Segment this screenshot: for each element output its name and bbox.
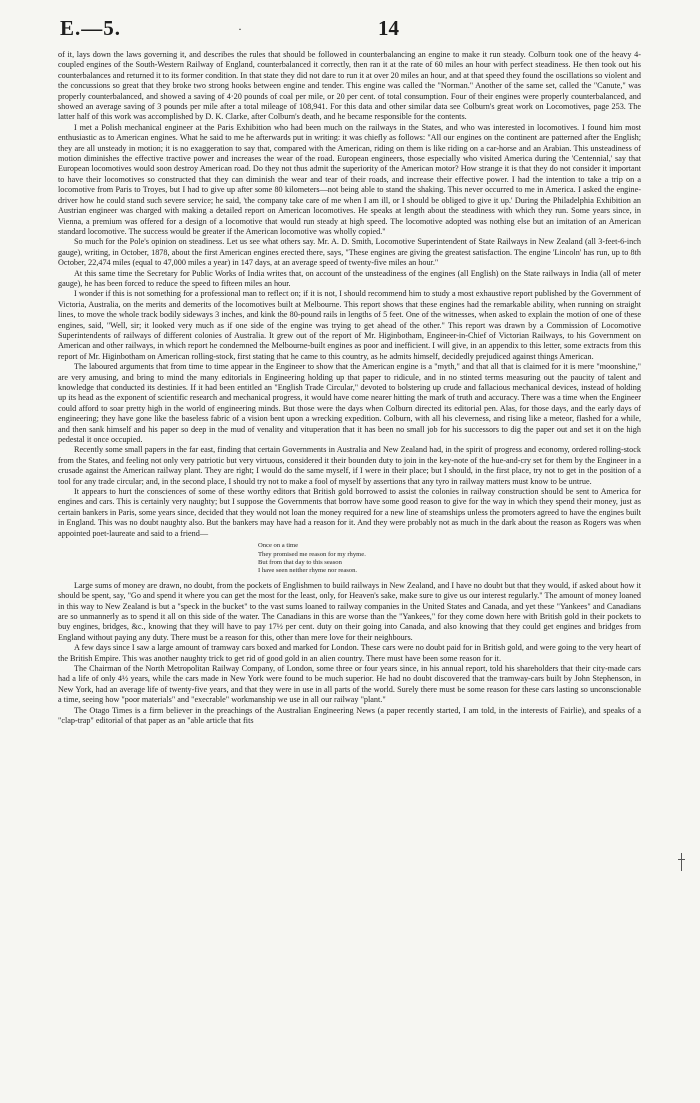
paragraph-3: So much for the Pole's opinion on steadiness. Let us see what others say. Mr. A. D. Smith, Locomotive Superintendent of State Railways in New Zealand (all 3-feet-6-inch gauge), writing, in October, 1878, about the first American engines erected there, says, "These engines are giving the greatest satisfaction. The engine 'Lincoln' has run, up to 8th October, 22,474 miles (equal to 47,000 miles a year) in 147 days, at an average speed of twenty-five miles an hour." bbox=[58, 237, 641, 268]
paragraph-10: A few days since I saw a large amount of tramway cars boxed and marked for London. These cars were no doubt paid for in British gold, and were going to the very heart of the British Empire. This was another naughty trick to get rid of good gold in an alien country. There must have been some reason for it. bbox=[58, 643, 641, 663]
verse-line: Once on a time bbox=[258, 542, 299, 550]
paragraph-8: It appears to hurt the consciences of some of these worthy editors that British gold borrowed to assist the colonies in railway construction should be sent to America for engines and cars. This is certainly very naughty; but I suppose the Governments that borrow have some good reason to give for the way in which they spend their money, just as certain bankers in Paris, some years since, decided that they would not loan the money required for a new line of steamships unless the promoters agreed to have the engines built in England. This was no doubt naughty also. But the bankers may have had a reason for it. And they were probably not as much in the dark about the reason as Rogers was when appointed poet-laureate and said to a friend— bbox=[58, 487, 641, 538]
document-code: E.—5. bbox=[60, 16, 122, 40]
page-header bbox=[60, 16, 660, 44]
margin-mark bbox=[681, 853, 690, 871]
paragraph-9: Large sums of money are drawn, no doubt, from the pockets of Englishmen to build railways in New Zealand, and I have no doubt but that they would, if asked about how it should be spent, say, "Go and spend it where you can get the most for the least, only, for Heaven's sake, make sure to give us our interest regularly." The amount of money loaned in this way to New Zealand is but a "speck in the bucket" to the vast sums loaned to railway companies in the United States and Canada, and yet these "Yankees" and Canadians are so unmannerly as to spend it all on this side of the water. The Canadians in this are worse than the "Yankees," for they come down here with British gold in their pockets to buy engines, bridges, &c., knowing that they will have to pay 17½ per cent. duty on their going into Canada, and also knowing that they could get engines and bridges from England without paying any duty. There must be a reason for this, other than mere love for their neighbours. bbox=[58, 580, 641, 642]
page-number: 14 bbox=[378, 16, 399, 40]
verse-line: But from that day to this season bbox=[258, 558, 342, 566]
paragraph-4: At this same time the Secretary for Public Works of India writes that, on account of the unsteadiness of the engines (all English) on the State railways in India (all of meter gauge), he has been forced to reduce the speed to fifteen miles an hour. bbox=[58, 268, 641, 288]
verse-line: They promised me reason for my rhyme. bbox=[258, 550, 366, 558]
paragraph-5: I wonder if this is not something for a professional man to reflect on; if it is not, I should recommend him to study a most exhaustive report published by the Government of Victoria, Australia, on the merits and demerits of the locomotives built at Melbourne. This report shows that these engines had the remarkable ability, when running on straight lines, to move the whole track bodily sideways 3 inches, and kink the 80-pound rails in lengths of 5 feet. One of the witnesses, when asked to explain the motion of one of these engines, said, "Well, sir; it looked very much as if one side of the engine was trying to get ahead of the other." This report was drawn by a Commission of Locomotive Superintendents of railways of different colonies of Australia. It grew out of the report of Mr. Higinbotham, Engineer-in-Chief of Victorian Railways, to his Government on American and other railways, in which report he condemned the Melbourne-built engines as poor and inefficient. I will give, in an appendix to this letter, some extracts from this report of Mr. Higinbotham on American rolling-stock, first stating that he came to this country, as he admits himself, decidedly prejudiced against things American. bbox=[58, 289, 641, 361]
paragraph-1: of it, lays down the laws governing it, and describes the rules that should be followed in counterbalancing an engine to make it run steady. Colburn took one of the heavy 4-coupled engines of the South-Western Railway of England, counterbalanced it correctly, then ran it at the rate of 60 miles an hour with perfect steadiness. He then took out his counterbalances and returned it to its former condition. In that state they did not dare to run it at over 20 miles an hour, and at that speed they found the oscillations so violent and the concussions so great that they broke two strong hooks between engine and tender. This engine was called the "Norman." Another of the same set, called the "Canute," was properly counterbalanced, and showed a saving of 4·20 pounds of coal per mile, or 20 per cent. of total consumption. Four of their engines were properly counterbalanced, and showed an average saving of 3 pounds per mile after a total mileage of 108,941. For this data and other similar data see Colburn's great work on Locomotives, page 253. The latter half of this work was accomplished by D. K. Clarke, after Colburn's death, and he became responsible for the contents. bbox=[58, 50, 641, 122]
paragraph-7: Recently some small papers in the far east, finding that certain Governments in Australia and New Zealand had, in the spirit of progress and economy, ordered rolling-stock from the States, and feeling not only very patriotic but very virtuous, considered it their bounden duty to join in the key-note of the hue-and-cry set for them by the Engineer in a crusade against the American railway plant. They are right; I would do the same myself, if I were in their place; but I should, in the first place, try not to get in the position of a tool for any trade circular; and, in the second place, I should try not to make a fool of myself by assertions that any tyro in railway matters must know to be untrue. bbox=[58, 445, 641, 486]
header-dot: · bbox=[238, 22, 242, 36]
paragraph-2: I met a Polish mechanical engineer at the Paris Exhibition who had been much on the railways in the States, and who was interested in locomotives. I found him most enthusiastic as to American engines. What he said to me he afterwards put in writing: it was chiefly as follows: "All our engines on the continent are patterned after the English; they are all unsteady in motion; it is no exaggeration to say that, compared with the American, riding on them is like riding on a car-horse and an Arabian. This unsteadiness of motion diminishes the effective tractive power and increases the wear of the road. European engineers, those especially who visited America during the 'Centennial,' say that European locomotives would soon destroy American road. Do they not thus admit the superiority of the American motor? How strange it is that they do not consider it important to have their locomotives so constructed that they can diminish the wear and tear of their roads, and increase their effective power. I had the intention to take a trip on a locomotive from Paris to Troyes, but I had to give up after some 80 kilometers—not being able to stand the shaking. This never occurred to me in America. I asked the engine-driver how he could stand such severe service; he said, 'the company take care of me when I am ill, or I should be obliged to give it up.' During the Philadelphia Exhibition an Austrian engineer was charged with making a detailed report on American locomotives. He speaks at length about the steadiness with which they run. Some years since, in Vienna, a premium was offered for a design of a locomotive that would run steady at high speed. The locomotive adopted was nothing else but an imitation of an American standard locomotive. The success would be greater if the American locomotive was wholly copied." bbox=[58, 122, 641, 236]
paragraph-12: The Otago Times is a firm believer in the preachings of the Australian Engineering News (a paper recently started, I am told, in the interests of Fairlie), and speaks of a "clap-trap" editorial of that paper as an "able article that fits bbox=[58, 705, 641, 725]
paragraph-6: The laboured arguments that from time to time appear in the Engineer to show that the American engine is a "myth," and that all that is claimed for it is mere "moonshine," are very amusing, and bring to mind the many editorials in Engineering holding up that paper to ridicule, and in no stinted terms measuring out the paucity of talent and knowledge that conducted its destinies. If it had been entitled an "English Trade Circular," devoted to bolstering up crude and fallacious mechanical devices, instead of holding up its head as the exponent of scientific research and mechanical progress, it would have come nearer hitting the mark of truth and accuracy. There was a time when the Engineer could afford to soar pretty high in the world of engineering minds. But those were the days when Colburn directed its editorial pen. Alas, for those days, and the early days of engineering; they have gone like the baseless fabric of a vision bent upon a wrecking expedition. Colburn, with all his cleverness, and rising like a meteor, flashed for a while, and then sank himself and his paper so deep in the mud of venality and vituperation that it has been no small job for his successors to dig the paper out and set it on the high pedestal it once occupied. bbox=[58, 362, 641, 445]
verse-line: I have seen neither rhyme nor reason. bbox=[258, 567, 358, 575]
paragraph-11: The Chairman of the North Metropolitan Railway Company, of London, some three or four years since, in his annual report, told his shareholders that their city-made cars had a life of only 4½ years, while the cars made in New York were found to be much superior. He had no doubt discovered that the tramway-cars built by John Stephenson, in New York, had an average life of twenty-five years, and that they were in use in all parts of the world. Surely there must be some reason for these cars lasting so unconscionable a time, seeing how "poor materials" and "execrable" workmanship we use in all our railway "plant." bbox=[58, 663, 641, 705]
verse-quote bbox=[258, 542, 641, 576]
page-body bbox=[58, 50, 641, 726]
